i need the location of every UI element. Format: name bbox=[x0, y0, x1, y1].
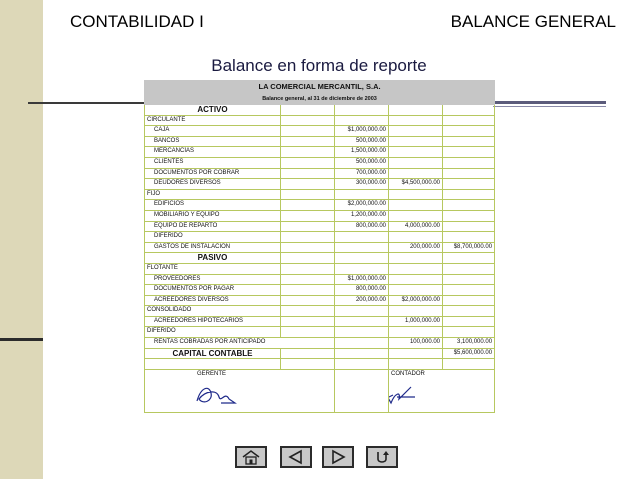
account-total bbox=[443, 136, 495, 147]
account-total bbox=[443, 179, 495, 190]
account-name: DEUDORES DIVERSOS bbox=[145, 179, 281, 190]
table-row bbox=[145, 316, 495, 327]
activo-heading: ACTIVO bbox=[145, 105, 281, 116]
section-row bbox=[145, 306, 495, 317]
account-total bbox=[443, 157, 495, 168]
section-row bbox=[145, 327, 495, 338]
account-name: ACREEDORES DIVERSOS bbox=[145, 295, 281, 306]
decorative-line-left bbox=[28, 102, 146, 104]
manager-signature bbox=[191, 379, 251, 407]
next-icon bbox=[328, 449, 348, 465]
account-amount: 200,000.00 bbox=[335, 295, 389, 306]
account-amount bbox=[335, 316, 389, 327]
signature-cell-middle bbox=[335, 369, 389, 412]
capital-total: $5,600,000.00 bbox=[443, 348, 495, 359]
slide-subtitle: Balance en forma de reporte bbox=[211, 56, 427, 75]
account-subtotal bbox=[389, 136, 443, 147]
account-total bbox=[443, 316, 495, 327]
account-name: PROVEEDORES bbox=[145, 274, 281, 285]
account-subtotal: $4,500,000.00 bbox=[389, 179, 443, 190]
account-total bbox=[443, 274, 495, 285]
topic-title: BALANCE GENERAL bbox=[450, 12, 616, 31]
account-name: BANCOS bbox=[145, 136, 281, 147]
table-row bbox=[145, 221, 495, 232]
account-subtotal bbox=[389, 210, 443, 221]
account-name: EDIFICIOS bbox=[145, 200, 281, 211]
account-subtotal bbox=[389, 157, 443, 168]
decorative-line-right bbox=[493, 101, 606, 104]
account-total bbox=[443, 221, 495, 232]
account-amount: 800,000.00 bbox=[335, 221, 389, 232]
left-band-divider bbox=[0, 338, 43, 341]
next-button[interactable] bbox=[322, 446, 354, 468]
table-row bbox=[145, 126, 495, 137]
account-name: CAJA bbox=[145, 126, 281, 137]
account-name: EQUIPO DE REPARTO bbox=[145, 221, 281, 232]
section-label: DIFERIDO bbox=[145, 232, 281, 243]
table-row bbox=[145, 147, 495, 158]
section-label: FIJO bbox=[145, 189, 281, 200]
activo-heading-row bbox=[145, 105, 495, 116]
section-label: CONSOLIDADO bbox=[145, 306, 281, 317]
account-amount: 500,000.00 bbox=[335, 157, 389, 168]
table-row bbox=[145, 274, 495, 285]
account-total bbox=[443, 295, 495, 306]
account-subtotal bbox=[389, 147, 443, 158]
account-name: DOCUMENTOS POR PAGAR bbox=[145, 285, 281, 296]
return-button[interactable] bbox=[366, 446, 398, 468]
account-name: GASTOS DE INSTALACIÓN bbox=[145, 242, 281, 253]
section-row bbox=[145, 263, 495, 274]
account-total bbox=[443, 147, 495, 158]
account-amount: 500,000.00 bbox=[335, 136, 389, 147]
account-total: $8,700,000.00 bbox=[443, 242, 495, 253]
account-total bbox=[443, 210, 495, 221]
company-header-row bbox=[145, 81, 495, 94]
account-subtotal: 4,000,000.00 bbox=[389, 221, 443, 232]
account-amount bbox=[335, 338, 389, 349]
account-amount: $1,000,000.00 bbox=[335, 126, 389, 137]
account-amount: $1,000,000.00 bbox=[335, 274, 389, 285]
account-amount: 1,500,000.00 bbox=[335, 147, 389, 158]
account-subtotal: 100,000.00 bbox=[389, 338, 443, 349]
account-amount: 800,000.00 bbox=[335, 285, 389, 296]
previous-icon bbox=[286, 449, 306, 465]
account-subtotal: $2,000,000.00 bbox=[389, 295, 443, 306]
account-name: CLIENTES bbox=[145, 157, 281, 168]
section-label: FLOTANTE bbox=[145, 263, 281, 274]
account-name: RENTAS COBRADAS POR ANTICIPADO bbox=[145, 338, 335, 349]
account-total bbox=[443, 200, 495, 211]
account-amount: 300,000.00 bbox=[335, 179, 389, 190]
capital-row bbox=[145, 348, 495, 359]
home-button[interactable] bbox=[235, 446, 267, 468]
manager-label: GERENTE bbox=[197, 370, 227, 377]
decorative-line-right-thin bbox=[493, 106, 606, 107]
balance-sheet-table bbox=[144, 80, 495, 413]
table-row bbox=[145, 200, 495, 211]
account-name: ACREEDORES HIPOTECARIOS bbox=[145, 316, 281, 327]
section-label: CIRCULANTE bbox=[145, 115, 281, 126]
account-name: MOBILIARIO Y EQUIPO bbox=[145, 210, 281, 221]
previous-button[interactable] bbox=[280, 446, 312, 468]
section-row bbox=[145, 115, 495, 126]
table-row bbox=[145, 157, 495, 168]
pasivo-heading: PASIVO bbox=[145, 253, 281, 264]
table-row bbox=[145, 210, 495, 221]
balance-date-line: Balance general, al 31 de diciembre de 2003 bbox=[145, 94, 495, 105]
account-amount bbox=[335, 242, 389, 253]
account-subtotal bbox=[389, 168, 443, 179]
course-title: CONTABILIDAD I bbox=[70, 12, 204, 31]
signature-cell-left bbox=[145, 369, 335, 412]
account-name: DOCUMENTOS POR COBRAR bbox=[145, 168, 281, 179]
spacer-row bbox=[145, 359, 495, 370]
table-row bbox=[145, 285, 495, 296]
table-row bbox=[145, 295, 495, 306]
account-subtotal: 1,000,000.00 bbox=[389, 316, 443, 327]
table-row bbox=[145, 242, 495, 253]
account-subtotal bbox=[389, 126, 443, 137]
home-icon bbox=[241, 449, 261, 465]
account-subtotal bbox=[389, 285, 443, 296]
return-icon bbox=[372, 449, 392, 465]
account-total bbox=[443, 126, 495, 137]
signature-cell-right bbox=[389, 369, 495, 412]
accountant-signature bbox=[389, 379, 442, 407]
accountant-label: CONTADOR bbox=[391, 370, 425, 377]
account-amount: $2,000,000.00 bbox=[335, 200, 389, 211]
account-total: 3,100,000.00 bbox=[443, 338, 495, 349]
table-row bbox=[145, 168, 495, 179]
signature-row bbox=[145, 369, 495, 412]
account-total bbox=[443, 285, 495, 296]
account-subtotal: 200,000.00 bbox=[389, 242, 443, 253]
section-label: DIFERIDO bbox=[145, 327, 281, 338]
account-amount: 700,000.00 bbox=[335, 168, 389, 179]
account-amount: 1,200,000.00 bbox=[335, 210, 389, 221]
table-row bbox=[145, 136, 495, 147]
account-total bbox=[443, 168, 495, 179]
account-name: MERCANCÍAS bbox=[145, 147, 281, 158]
table-row bbox=[145, 338, 495, 349]
company-name: LA COMERCIAL MERCANTIL, S.A. bbox=[145, 81, 495, 94]
table-row bbox=[145, 179, 495, 190]
capital-heading: CAPITAL CONTABLE bbox=[145, 348, 281, 359]
section-row bbox=[145, 232, 495, 243]
date-header-row bbox=[145, 94, 495, 105]
account-subtotal bbox=[389, 274, 443, 285]
pasivo-heading-row bbox=[145, 253, 495, 264]
account-subtotal bbox=[389, 200, 443, 211]
section-row bbox=[145, 189, 495, 200]
